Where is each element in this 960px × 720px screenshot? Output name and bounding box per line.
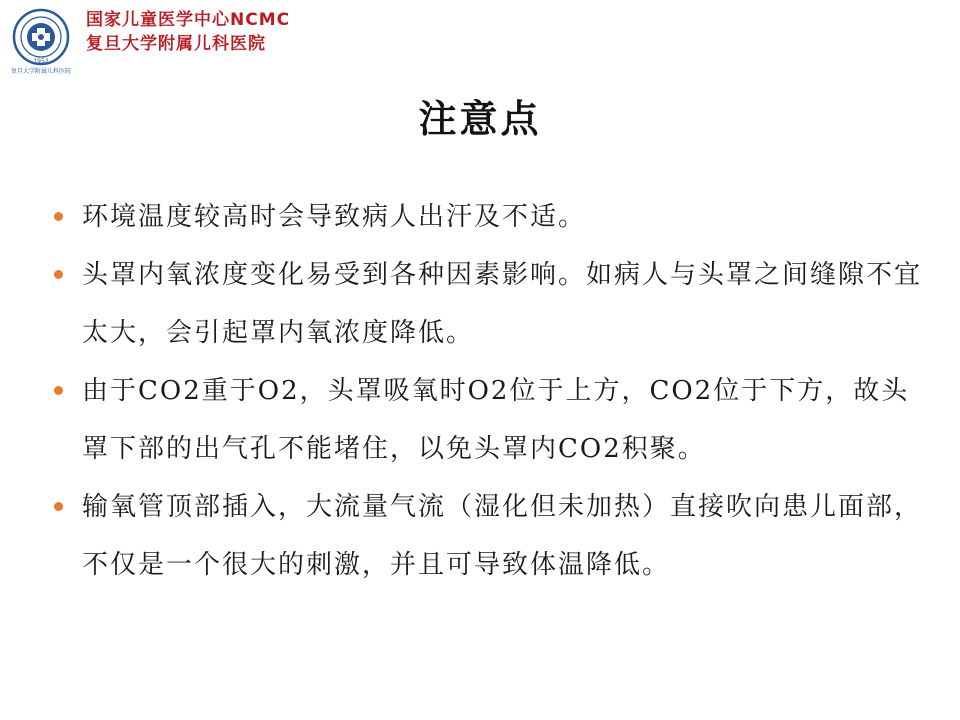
bullet-dot-icon	[54, 502, 63, 511]
hospital-logo	[11, 7, 75, 77]
bullet-text: 头罩内氧浓度变化易受到各种因素影响。如病人与头罩之间缝隙不宜太大，会引起罩内氧浓度降低。	[82, 260, 923, 348]
bullet-text: 环境温度较高时会导致病人出汗及不适。	[82, 202, 587, 232]
logo-year: 1952	[33, 58, 49, 65]
slide-title: 注意点	[418, 96, 542, 141]
bullet-item	[52, 246, 922, 362]
logo-caption: 复旦大学附属儿科医院	[11, 68, 72, 75]
bullet-dot-icon	[54, 212, 63, 221]
header-line-hospital: 复旦大学附属儿科医院	[86, 34, 266, 54]
bullet-item	[52, 188, 922, 246]
bullet-text: 由于CO2重于O2，头罩吸氧时O2位于上方，CO2位于下方，故头罩下部的出气孔不能堵住，以免头罩内CO2积聚。	[82, 376, 910, 464]
bullet-list	[52, 188, 922, 594]
bullet-item	[52, 362, 922, 478]
hospital-emblem-icon	[11, 7, 75, 77]
header-line-ncmc: 国家儿童医学中心NCMC	[86, 10, 291, 30]
bullet-text: 输氧管顶部插入，大流量气流（湿化但未加热）直接吹向患儿面部，不仅是一个很大的刺激，并且可导致体温降低。	[82, 492, 923, 580]
bullet-dot-icon	[54, 270, 63, 279]
bullet-item	[52, 478, 922, 594]
hospital-header	[86, 8, 290, 56]
bullet-dot-icon	[54, 386, 63, 395]
